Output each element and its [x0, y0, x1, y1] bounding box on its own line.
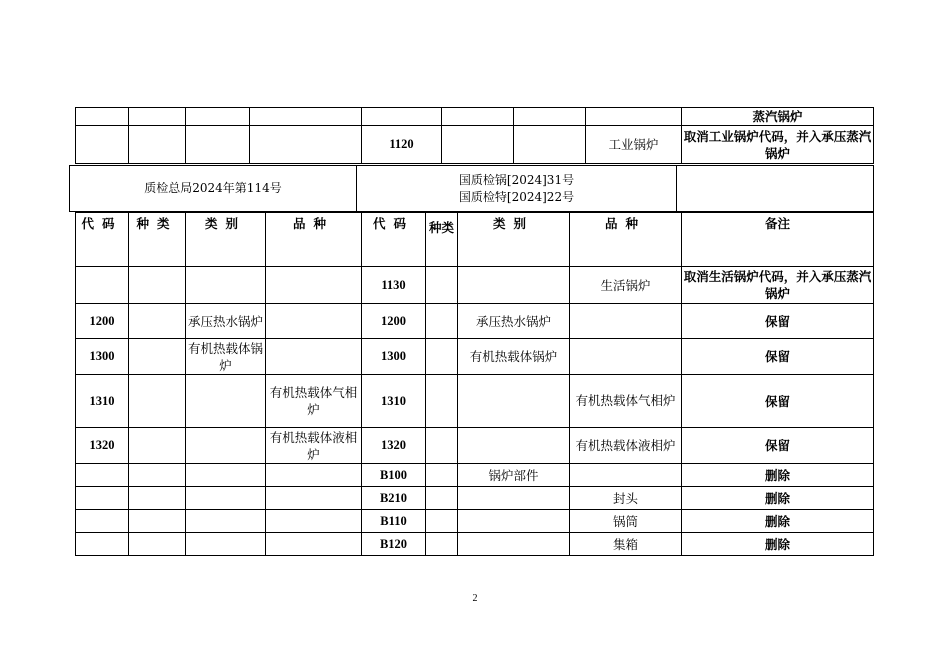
kind-old — [129, 339, 186, 375]
code-new: B110 — [362, 510, 426, 533]
cell — [514, 126, 586, 164]
variety-old — [266, 487, 362, 510]
variety-old — [266, 510, 362, 533]
category-new — [458, 428, 570, 464]
table-row — [76, 510, 874, 533]
cell — [442, 108, 514, 126]
variety-old — [266, 304, 362, 339]
category-old: 有机热载体锅炉 — [186, 339, 266, 375]
code-old — [76, 267, 129, 304]
table-row — [76, 304, 874, 339]
old-document-number: 质检总局2024年第114号 — [70, 166, 357, 212]
kind-new — [426, 375, 458, 428]
kind-old — [129, 304, 186, 339]
page-number: 2 — [472, 593, 478, 604]
document-number-line-1: 国质检锅[2024]31号 — [458, 172, 575, 187]
header-remark: 备注 — [682, 213, 874, 267]
category-new — [458, 375, 570, 428]
remark: 保留 — [682, 339, 874, 375]
category-old — [186, 375, 266, 428]
table-row — [76, 267, 874, 304]
code-old — [76, 533, 129, 556]
variety-old — [266, 464, 362, 487]
variety-new: 封头 — [570, 487, 682, 510]
variety-old — [266, 267, 362, 304]
variety-new: 生活锅炉 — [570, 267, 682, 304]
code-new: 1320 — [362, 428, 426, 464]
table-row — [76, 487, 874, 510]
kind-new — [426, 510, 458, 533]
code-old: 1300 — [76, 339, 129, 375]
cell — [186, 108, 250, 126]
header-code-old: 代码 — [76, 213, 129, 267]
code-new: B120 — [362, 533, 426, 556]
document-number-line-2: 国质检特[2024]22号 — [458, 189, 575, 204]
code-new: B100 — [362, 464, 426, 487]
category-old — [186, 267, 266, 304]
cell — [76, 126, 129, 164]
kind-new — [426, 533, 458, 556]
cell — [250, 126, 362, 164]
kind-new — [426, 339, 458, 375]
variety-new: 有机热载体液相炉 — [570, 428, 682, 464]
cell — [442, 126, 514, 164]
category-old — [186, 428, 266, 464]
code-old — [76, 487, 129, 510]
table-row — [76, 108, 874, 126]
category-old — [186, 464, 266, 487]
header-category-old: 类别 — [186, 213, 266, 267]
cell — [586, 108, 682, 126]
cell — [186, 126, 250, 164]
header-kind-old: 种类 — [129, 213, 186, 267]
cell — [514, 108, 586, 126]
header-variety-old: 品种 — [266, 213, 362, 267]
variety-old: 有机热载体液相炉 — [266, 428, 362, 464]
kind-old — [129, 267, 186, 304]
category-old — [186, 487, 266, 510]
variety-old — [266, 339, 362, 375]
header-variety-new: 品种 — [570, 213, 682, 267]
cell — [129, 108, 186, 126]
code-new: 1200 — [362, 304, 426, 339]
variety-new — [570, 339, 682, 375]
table-row — [76, 533, 874, 556]
kind-old — [129, 487, 186, 510]
kind-new — [426, 304, 458, 339]
category-old — [186, 510, 266, 533]
variety-new — [570, 464, 682, 487]
category-old: 承压热水锅炉 — [186, 304, 266, 339]
code-cell: 1120 — [362, 126, 442, 164]
remark: 保留 — [682, 304, 874, 339]
variety-new: 有机热载体气相炉 — [570, 375, 682, 428]
variety-old: 有机热载体气相炉 — [266, 375, 362, 428]
category-new — [458, 267, 570, 304]
cell — [250, 108, 362, 126]
remark: 删除 — [682, 533, 874, 556]
header-kind-new: 种类 — [426, 213, 458, 267]
remark: 删除 — [682, 487, 874, 510]
cell — [362, 108, 442, 126]
table-row — [76, 375, 874, 428]
new-document-numbers — [357, 166, 677, 212]
remark: 保留 — [682, 375, 874, 428]
variety-new: 锅筒 — [570, 510, 682, 533]
kind-old — [129, 375, 186, 428]
variety-cell: 工业锅炉 — [586, 126, 682, 164]
remark: 取消生活锅炉代码，并入承压蒸汽锅炉 — [682, 267, 874, 304]
category-new — [458, 533, 570, 556]
kind-old — [129, 428, 186, 464]
code-old: 1310 — [76, 375, 129, 428]
kind-old — [129, 464, 186, 487]
previous-table-fragment — [75, 107, 874, 164]
header-row — [76, 213, 874, 267]
code-new: 1310 — [362, 375, 426, 428]
code-old — [76, 510, 129, 533]
code-old: 1200 — [76, 304, 129, 339]
variety-new — [570, 304, 682, 339]
kind-old — [129, 510, 186, 533]
code-new: B210 — [362, 487, 426, 510]
code-comparison-table — [75, 212, 874, 556]
table-row — [76, 464, 874, 487]
code-old: 1320 — [76, 428, 129, 464]
remark: 删除 — [682, 464, 874, 487]
variety-new: 集箱 — [570, 533, 682, 556]
document-reference-band — [69, 165, 874, 212]
code-new: 1130 — [362, 267, 426, 304]
category-old — [186, 533, 266, 556]
category-new — [458, 487, 570, 510]
table-row — [76, 428, 874, 464]
kind-new — [426, 267, 458, 304]
remark-cell: 蒸汽锅炉 — [682, 108, 874, 126]
code-old — [76, 464, 129, 487]
table-row — [76, 126, 874, 164]
kind-new — [426, 464, 458, 487]
variety-old — [266, 533, 362, 556]
category-new: 承压热水锅炉 — [458, 304, 570, 339]
category-new: 有机热载体锅炉 — [458, 339, 570, 375]
kind-new — [426, 487, 458, 510]
category-new — [458, 510, 570, 533]
empty-cell — [677, 166, 874, 212]
table-row — [76, 339, 874, 375]
remark: 保留 — [682, 428, 874, 464]
header-category-new: 类别 — [458, 213, 570, 267]
remark: 删除 — [682, 510, 874, 533]
kind-old — [129, 533, 186, 556]
header-code-new: 代码 — [362, 213, 426, 267]
code-new: 1300 — [362, 339, 426, 375]
cell — [76, 108, 129, 126]
category-new: 锅炉部件 — [458, 464, 570, 487]
cell — [129, 126, 186, 164]
kind-new — [426, 428, 458, 464]
remark-cell: 取消工业锅炉代码，并入承压蒸汽锅炉 — [682, 126, 874, 164]
